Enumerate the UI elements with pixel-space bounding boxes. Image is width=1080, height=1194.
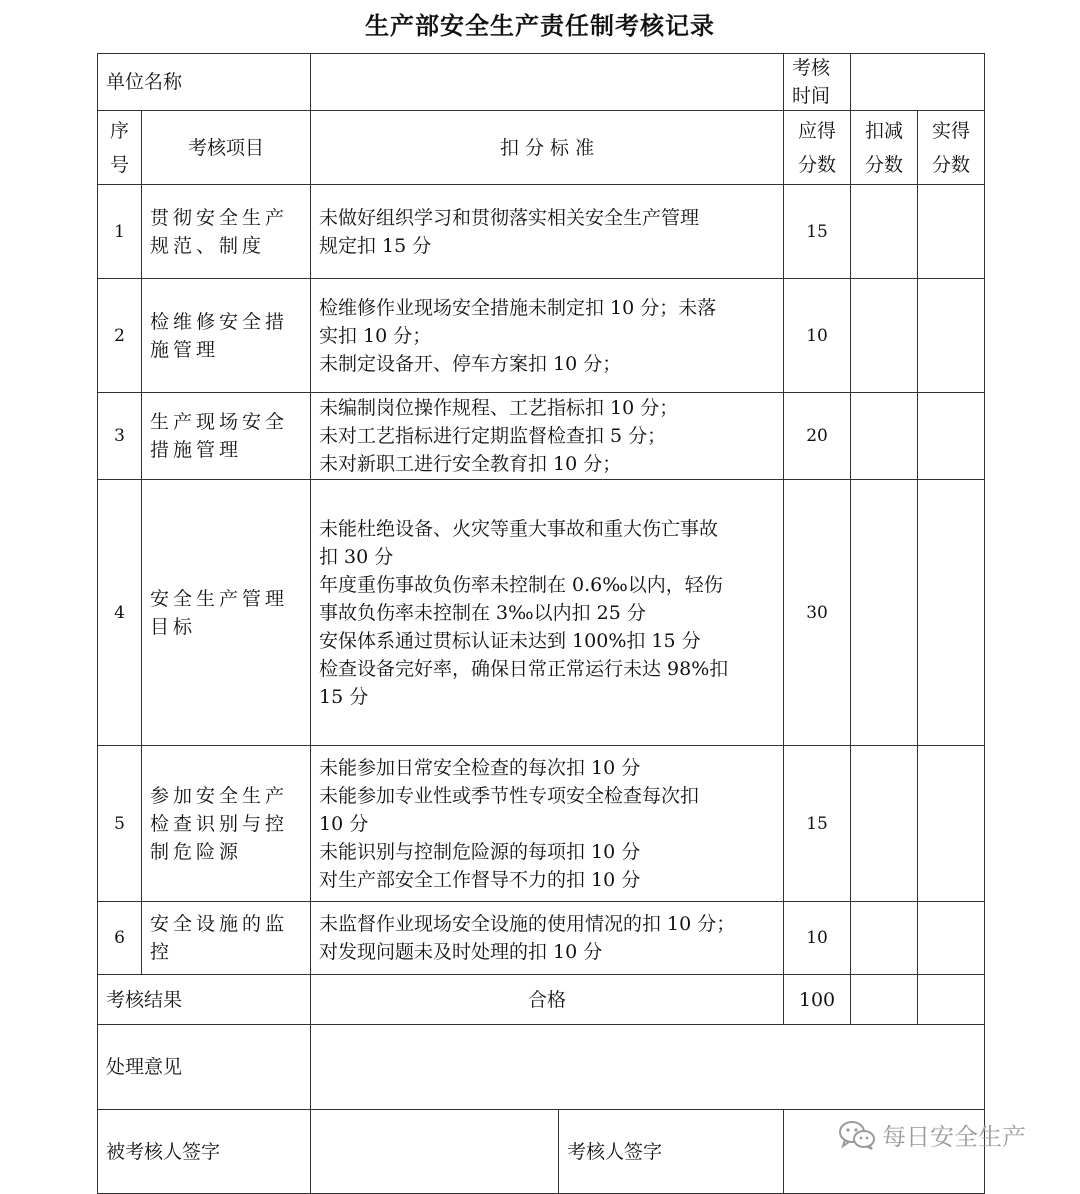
row-actual-score[interactable] xyxy=(918,746,985,902)
result-actual[interactable] xyxy=(918,975,985,1025)
assess-time-label: 考核时间 xyxy=(784,54,851,111)
row-deduct-score[interactable] xyxy=(851,185,918,279)
col-seq-header: 序 号 xyxy=(98,111,142,185)
row-deduct-score[interactable] xyxy=(851,902,918,975)
row-item: 检维修安全措 施管理 xyxy=(142,279,311,393)
table-row xyxy=(98,480,985,746)
opinion-label: 处理意见 xyxy=(98,1025,311,1110)
row-due-score: 15 xyxy=(784,746,851,902)
col-standard-header: 扣 分 标 准 xyxy=(311,111,784,185)
result-value: 合格 xyxy=(311,975,784,1025)
col-deduct-header: 扣减 分数 xyxy=(851,111,918,185)
row-actual-score[interactable] xyxy=(918,185,985,279)
row-actual-score[interactable] xyxy=(918,902,985,975)
row-standard: 检维修作业现场安全措施未制定扣 10 分；未落 实扣 10 分； 未制定设备开、停车方案扣 10 分； xyxy=(311,279,784,393)
row-number: 6 xyxy=(98,902,142,975)
opinion-field[interactable] xyxy=(311,1025,985,1110)
row-due-score: 20 xyxy=(784,393,851,480)
row-item: 安全设施的监 控 xyxy=(142,902,311,975)
row-standard: 未监督作业现场安全设施的使用情况的扣 10 分； 对发现问题未及时处理的扣 10 分 xyxy=(311,902,784,975)
opinion-row xyxy=(98,1025,985,1110)
wechat-icon xyxy=(838,1120,876,1150)
table-row xyxy=(98,393,985,480)
row-due-score: 30 xyxy=(784,480,851,746)
row-deduct-score[interactable] xyxy=(851,393,918,480)
row-standard: 未能杜绝设备、火灾等重大事故和重大伤亡事故 扣 30 分 年度重伤事故负伤率未控制在 0.6‰以内，轻伤 事故负伤率未控制在 3‰以内扣 25 分 安保体系通过贯标认证未达到 100%扣 15 分 检查设备完好率，确保日常正常运行未达 98%扣 15 分 xyxy=(311,480,784,746)
header-info-row xyxy=(98,54,985,111)
result-label: 考核结果 xyxy=(98,975,311,1025)
assessor-signature-label: 考核人签字 xyxy=(559,1110,784,1194)
row-standard: 未能参加日常安全检查的每次扣 10 分 未能参加专业性或季节性专项安全检查每次扣 10 分 未能识别与控制危险源的每项扣 10 分 对生产部安全工作督导不力的扣 10 分 xyxy=(311,746,784,902)
assessee-signature-label: 被考核人签字 xyxy=(98,1110,311,1194)
table-row xyxy=(98,902,985,975)
column-header-row xyxy=(98,111,985,185)
row-standard: 未编制岗位操作规程、工艺指标扣 10 分； 未对工艺指标进行定期监督检查扣 5 分； 未对新职工进行安全教育扣 10 分； xyxy=(311,393,784,480)
watermark xyxy=(838,1117,1026,1152)
row-deduct-score[interactable] xyxy=(851,279,918,393)
table-row xyxy=(98,185,985,279)
row-due-score: 15 xyxy=(784,185,851,279)
row-item: 参加安全生产 检查识别与控 制危险源 xyxy=(142,746,311,902)
page-title: 生产部安全生产责任制考核记录 xyxy=(365,11,715,40)
result-due-total: 100 xyxy=(784,975,851,1025)
watermark-text: 每日安全生产 xyxy=(882,1123,1026,1151)
row-item: 贯彻安全生产 规范、制度 xyxy=(142,185,311,279)
result-deduct[interactable] xyxy=(851,975,918,1025)
row-actual-score[interactable] xyxy=(918,279,985,393)
row-actual-score[interactable] xyxy=(918,393,985,480)
row-number: 5 xyxy=(98,746,142,902)
row-item: 安全生产管理 目标 xyxy=(142,480,311,746)
col-due-header: 应得 分数 xyxy=(784,111,851,185)
table-row xyxy=(98,746,985,902)
row-actual-score[interactable] xyxy=(918,480,985,746)
row-due-score: 10 xyxy=(784,902,851,975)
col-item-header: 考核项目 xyxy=(142,111,311,185)
row-number: 2 xyxy=(98,279,142,393)
row-deduct-score[interactable] xyxy=(851,480,918,746)
row-number: 4 xyxy=(98,480,142,746)
row-item: 生产现场安全 措施管理 xyxy=(142,393,311,480)
assess-time-field[interactable] xyxy=(851,54,985,111)
row-due-score: 10 xyxy=(784,279,851,393)
row-deduct-score[interactable] xyxy=(851,746,918,902)
col-actual-header: 实得 分数 xyxy=(918,111,985,185)
assessment-table xyxy=(97,53,985,1194)
result-row xyxy=(98,975,985,1025)
row-number: 1 xyxy=(98,185,142,279)
row-standard: 未做好组织学习和贯彻落实相关安全生产管理 规定扣 15 分 xyxy=(311,185,784,279)
table-row xyxy=(98,279,985,393)
unit-name-field[interactable] xyxy=(311,54,784,111)
row-number: 3 xyxy=(98,393,142,480)
unit-name-label: 单位名称 xyxy=(98,54,311,111)
